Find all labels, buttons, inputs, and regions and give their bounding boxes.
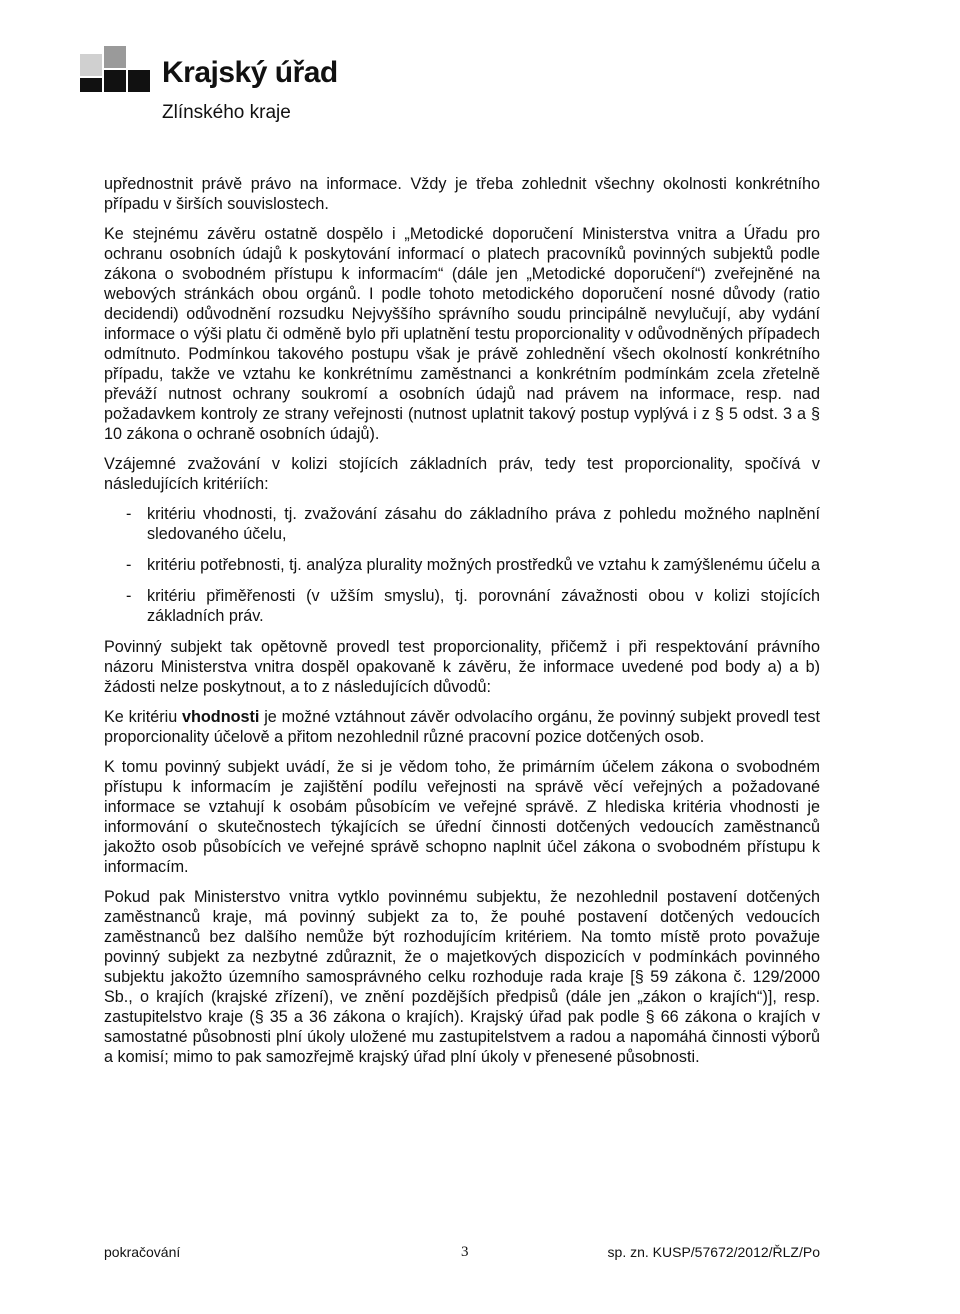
logo-mark-dark-1	[104, 70, 126, 92]
page-footer	[104, 1241, 820, 1263]
footer-continuation: pokračování	[104, 1244, 181, 1260]
paragraph-3: Vzájemné zvažování v kolizi stojících základních práv, tedy test proporcionality, spočívá v následujících kritériích:	[104, 455, 820, 493]
criteria-item-proportionality: - kritériu přiměřenosti (v užším smyslu), tj. porovnání závažnosti obou v kolizi stojících základních práv.	[104, 586, 820, 626]
paragraph-5-lead: Ke kritériu	[104, 708, 183, 726]
logo-mark-mid	[104, 46, 126, 68]
paragraph-1: upřednostnit právě právo na informace. Vždy je třeba zohlednit všechny okolnosti konkrétního případu v širších souvislostech.	[104, 175, 820, 213]
header-logo	[80, 46, 340, 126]
criteria-list	[104, 504, 820, 626]
paragraph-6: K tomu povinný subjekt uvádí, že si je vědom toho, že primárním účelem zákona o svobodném přístupu k informacím je zajištění podílu veřejnosti na správě věcí veřejných a požadované informace se vztahují k osobám působícím ve veřejné správě. Z hlediska kritéria vhodnosti je informování o skutečnostech týkajících se úřední činnosti dotčených vedoucích zaměstnanců jakožto osob působících ve veřejné správě schopno naplnit účel zákona o svobodném přístupu k informacím.	[104, 758, 820, 876]
logo-mark-dark-2	[128, 70, 150, 92]
logo-mark-dark-3	[80, 78, 102, 92]
logo-mark-light	[80, 54, 102, 76]
criteria-item-necessity: - kritériu potřebnosti, tj. analýza plurality možných prostředků ve vztahu k zamýšlenému účelu a	[104, 555, 820, 575]
paragraph-5-rest: je možné vztáhnout závěr odvolacího orgánu, že povinný subjekt provedl test proporcionality účelově a přitom nezohlednil různé pracovní pozice dotčených osob.	[104, 708, 820, 746]
document-body	[104, 174, 820, 1077]
paragraph-4: Povinný subjekt tak opětovně provedl test proporcionality, přičemž i při respektování právního názoru Ministerstva vnitra dospěl opakovaně k závěru, že informace uvedené pod body a) a b) žádosti nelze poskytnout, a to z následujících důvodů:	[104, 638, 820, 696]
org-name: Krajský úřad	[162, 56, 338, 89]
file-reference: sp. zn. KUSP/57672/2012/ŘLZ/Po	[607, 1244, 820, 1260]
page-number: 3	[461, 1244, 469, 1260]
paragraph-5-emphasis: vhodnosti	[182, 708, 260, 726]
paragraph-7: Pokud pak Ministerstvo vnitra vytklo povinnému subjektu, že nezohlednil postavení dotčených zaměstnanců kraje, má povinný subjekt za to, že pouhé postavení dotčených vedoucích zaměstnanců bez dalšího nemůže být rozhodujícím kritériem. Na tomto místě proto považuje povinný subjekt za nezbytné zdůraznit, že o majetkových dispozicích v podmínkách povinného subjektu jakožto územního samosprávného celku rozhoduje rada kraje [§ 59 zákona č. 129/2000 Sb., o krajích (krajské zřízení), ve znění pozdějších předpisů (dále jen „zákon o krajích“)], resp. zastupitelstvo kraje (§ 35 a 36 zákona o krajích). Krajský úřad pak podle § 66 zákona o krajích v samostatné působnosti plní úkoly uložené mu zastupitelstvem a radou a napomáhá činnosti výborů a komisí; mimo to pak samozřejmě krajský úřad plní úkoly v přenesené působnosti.	[104, 888, 820, 1066]
org-region: Zlínského kraje	[162, 102, 291, 123]
paragraph-2: Ke stejnému závěru ostatně dospělo i „Metodické doporučení Ministerstva vnitra a Úřadu pro ochranu osobních údajů k poskytování informací o platech pracovníků povinných subjektů podle zákona o svobodném přístupu k informacím“ (dále jen „Metodické doporučení“) zveřejněné na webových stránkách obou orgánů. I podle tohoto metodického doporučení nosné důvody (ratio decidendi) odůvodnění rozsudku Nejvyššího správního soudu principálně nevylučují, aby vydání informace o výši platu či odměně bylo při uplatnění testu proporcionality v odůvodněných případech odmítnuto. Podmínkou takového postupu však je právě zohlednění všech okolností konkrétního případu, takže ve vztahu ke konkrétnímu zaměstnanci a konkrétním podmínkám zcela zřetelně převáží nutnost ochrany soukromí a osobních údajů nad právem na informace, resp. nad požadavkem kontroly ze strany veřejnosti (nutnost uplatnit takový postup vyplývá i z § 5 odst. 3 a § 10 zákona o ochraně osobních údajů).	[104, 225, 820, 443]
criteria-item-suitability: - kritériu vhodnosti, tj. zvažování zásahu do základního práva z pohledu možného naplnění sledovaného účelu,	[104, 504, 820, 544]
paragraph-5	[104, 707, 820, 747]
